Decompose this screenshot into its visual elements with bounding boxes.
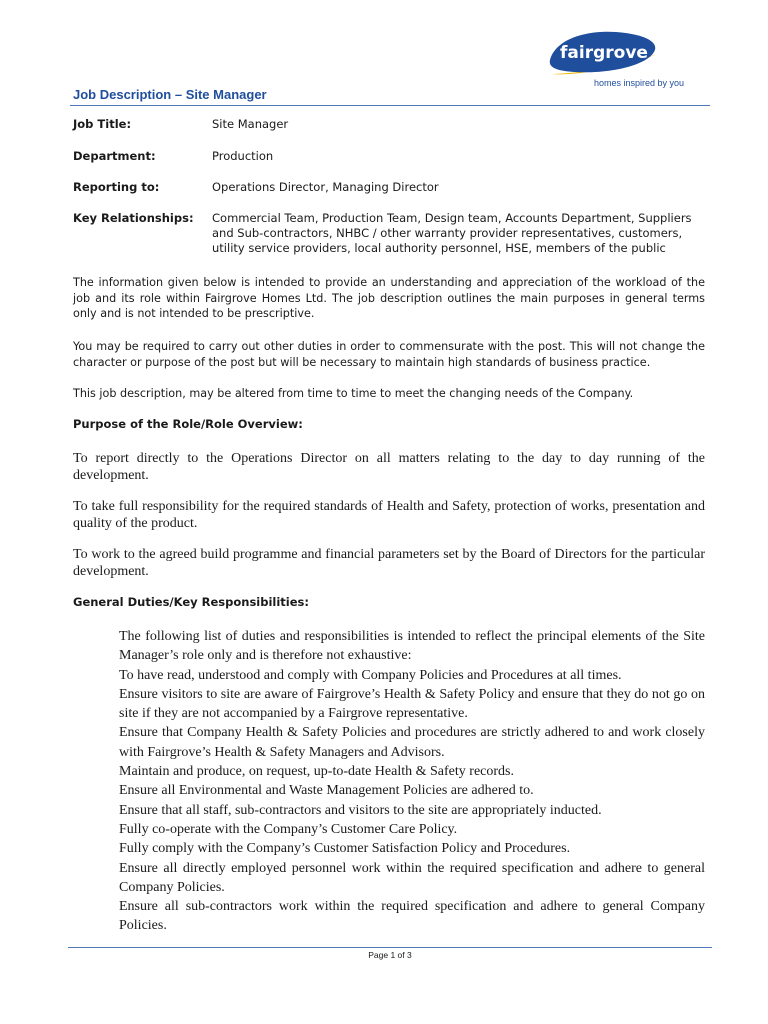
field-label: Job Title: — [73, 117, 132, 131]
field-label: Department: — [73, 149, 156, 163]
intro-paragraph: The information given below is intended to provide an understanding and appreciation of the workload of the job and its role within Fairgrove Homes Ltd. The job description outlines the main purposes in general terms only and is not intended to be prescriptive. — [73, 276, 705, 320]
duty-item: Fully co-operate with the Company’s Customer Care Policy. — [119, 821, 458, 837]
duty-item: To have read, understood and comply with Company Policies and Procedures at all times. — [119, 667, 622, 683]
header-divider — [70, 105, 710, 106]
field-label: Reporting to: — [73, 180, 160, 194]
duty-item: Ensure all sub-contractors work within the required specification and adhere to general Company Policies. — [119, 899, 705, 934]
field-value: Commercial Team, Production Team, Design team, Accounts Department, Suppliers and Sub-contractors, NHBC / other warranty provider representatives, customers, utility service providers, local authority personnel, HSE, members of the public — [212, 211, 692, 255]
intro-paragraph: You may be required to carry out other duties in order to commensurate with the post. This will not change the character or purpose of the post but will be necessary to maintain high standards of business practice. — [73, 340, 705, 369]
fairgrove-logo — [548, 30, 688, 92]
page-number: Page 1 of 3 — [368, 950, 412, 960]
duty-item: Maintain and produce, on request, up-to-date Health & Safety records. — [119, 764, 514, 780]
field-value: Operations Director, Managing Director — [212, 180, 439, 194]
fairgrove-logo-mark — [548, 30, 660, 76]
logo-tagline: homes inspired by you — [594, 78, 685, 88]
field-label: Key Relationships: — [73, 211, 194, 225]
duty-item: Ensure that Company Health & Safety Policies and procedures are strictly adhered to and work closely with Fairgrove’s Health & Safety Managers and Advisors. — [119, 725, 705, 760]
duties-list — [119, 627, 705, 936]
purpose-paragraph: To report directly to the Operations Director on all matters relating to the day to day running of the development. — [73, 451, 705, 483]
duty-item: Ensure visitors to site are aware of Fairgrove’s Health & Safety Policy and ensure that they do not go on site if they are not accompanied by a Fairgrove representative. — [119, 686, 705, 722]
purpose-paragraph: To work to the agreed build programme and financial parameters set by the Board of Directors for the particular development. — [73, 547, 705, 579]
duties-heading: General Duties/Key Responsibilities: — [73, 595, 309, 609]
duty-item: Fully comply with the Company’s Customer Satisfaction Policy and Procedures. — [119, 841, 571, 857]
duty-item: Ensure all directly employed personnel work within the required specification and adhere to general Company Policies. — [119, 860, 705, 895]
purpose-paragraph: To take full responsibility for the required standards of Health and Safety, protection of works, presentation and quality of the product. — [73, 499, 705, 531]
intro-paragraph: This job description, may be altered from time to time to meet the changing needs of the Company. — [73, 387, 634, 400]
field-value: Site Manager — [212, 117, 289, 131]
document-title: Job Description – Site Manager — [73, 87, 267, 102]
duty-item: Ensure that all staff, sub-contractors and visitors to the site are appropriately inducted. — [119, 802, 602, 818]
field-value: Production — [212, 149, 274, 163]
duty-item: Ensure all Environmental and Waste Management Policies are adhered to. — [119, 783, 534, 799]
purpose-heading: Purpose of the Role/Role Overview: — [73, 417, 303, 431]
footer-divider — [68, 947, 712, 948]
duty-item: The following list of duties and responsibilities is intended to reflect the principal elements of the Site Manager’s role only and is therefore not exhaustive: — [119, 629, 705, 664]
logo-brand-text: fairgrove — [560, 43, 648, 63]
